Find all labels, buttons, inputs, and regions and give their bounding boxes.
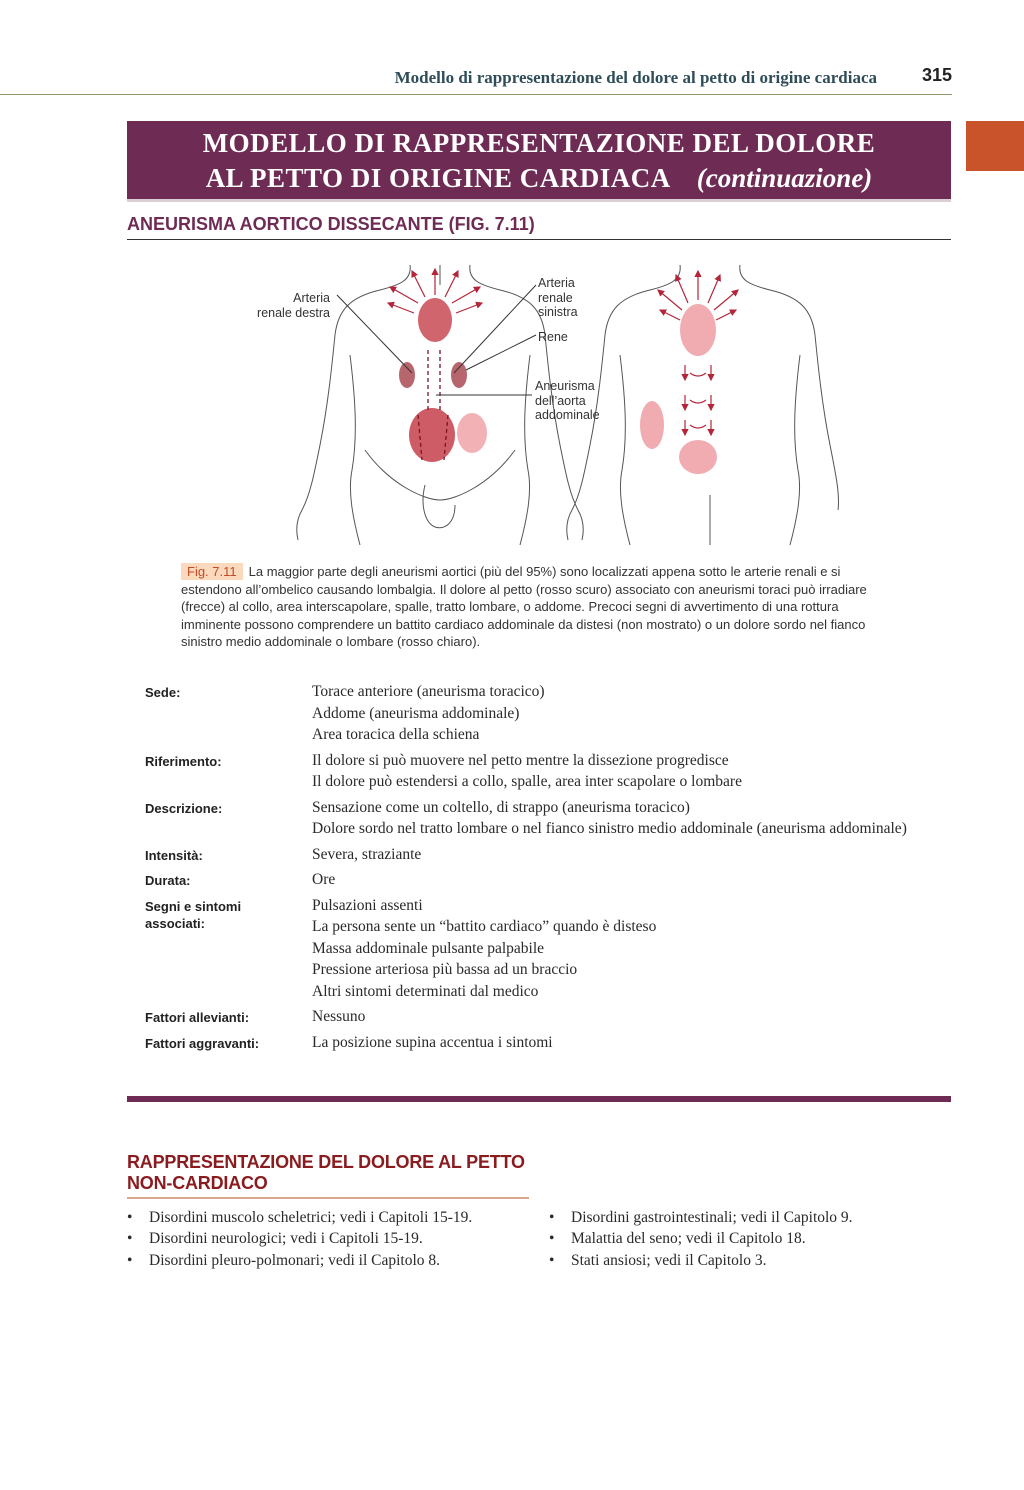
- section-end-rule: [127, 1096, 951, 1102]
- section-heading: ANEURISMA AORTICO DISSECANTE (FIG. 7.11): [127, 214, 951, 240]
- label-left-renal-artery: Arteria renale sinistra: [538, 276, 578, 319]
- attribute-key: Fattori aggravanti:: [145, 1035, 260, 1051]
- attribute-value: Altri sintomi determinati dal medico: [312, 982, 539, 1000]
- right-kidney: [399, 362, 415, 388]
- attribute-row: [145, 750, 945, 793]
- list-item: • Disordini muscolo scheletrici; vedi i Capitoli 15-19.: [127, 1207, 527, 1228]
- page-number: 315: [921, 65, 952, 85]
- attribute-value: Massa addominale pulsante palpabile: [312, 939, 545, 957]
- noncardiac-heading-line1: RAPPRESENTAZIONE DEL DOLORE AL PETTO: [127, 1152, 525, 1172]
- attribute-value: Area toracica della schiena: [312, 726, 480, 743]
- attribute-value: Ore: [312, 871, 336, 888]
- attribute-value: La persona sente un “battito cardiaco” quando è disteso: [312, 918, 657, 935]
- attribute-values: [312, 681, 945, 746]
- banner-title-line1: MODELLO DI RAPPRESENTAZIONE DEL DOLORE: [202, 128, 876, 158]
- attribute-values: [312, 869, 945, 891]
- attribute-row: [145, 844, 945, 866]
- banner-title-line2-text: AL PETTO DI ORIGINE CARDIACA: [205, 163, 671, 193]
- attribute-value: Pressione arteriosa più bassa ad un braccio: [312, 961, 578, 978]
- attribute-key: Intensità:: [145, 847, 203, 863]
- attribute-row: [145, 895, 945, 1003]
- banner-title-line2: [127, 161, 951, 196]
- attribute-row: [145, 1032, 945, 1054]
- attribute-key: Descrizione:: [145, 800, 223, 816]
- label-kidney: Rene: [538, 330, 568, 344]
- noncardiac-heading-line2: NON-CARDIACO: [127, 1173, 268, 1193]
- running-header: [0, 62, 952, 95]
- thoracic-pain-area: [418, 298, 452, 342]
- back-flank-pain-area: [640, 401, 664, 449]
- list-item: • Disordini pleuro-polmonari; vedi il Capitolo 8.: [127, 1250, 527, 1271]
- attribute-values: [312, 797, 945, 840]
- symptom-attributes: [145, 681, 945, 1057]
- attribute-value: Sensazione come un coltello, di strappo (aneurisma toracico): [312, 798, 690, 816]
- left-kidney: [451, 362, 467, 388]
- running-title: Modello di rappresentazione del dolore al petto di origine cardiaca: [394, 68, 877, 87]
- attribute-values: [312, 1006, 945, 1028]
- noncardiac-heading: [127, 1152, 529, 1199]
- attribute-key: Durata:: [145, 873, 191, 888]
- label-right-renal-artery: Arteria renale destra: [257, 291, 330, 320]
- attribute-row: [145, 797, 945, 840]
- attribute-row: [145, 1006, 945, 1028]
- attribute-value: Addome (aneurisma addominale): [312, 704, 520, 722]
- attribute-key: Segni e sintomi associati:: [145, 898, 242, 931]
- noncardiac-list-left: [127, 1207, 527, 1271]
- attribute-value: Il dolore può estendersi a collo, spalle, area inter scapolare o lombare: [312, 773, 742, 790]
- attribute-key: Riferimento:: [145, 753, 222, 769]
- attribute-value: Torace anteriore (aneurisma toracico): [312, 683, 545, 700]
- banner-continuation: (continuazione): [696, 163, 873, 193]
- caption-tag: Fig. 7.11: [181, 563, 243, 580]
- anatomical-figure: [240, 255, 840, 555]
- attribute-row: [145, 869, 945, 891]
- figure-caption: [181, 563, 871, 651]
- attribute-value: Severa, straziante: [312, 845, 422, 863]
- list-item: • Stati ansiosi; vedi il Capitolo 3.: [549, 1250, 949, 1271]
- title-banner: [127, 121, 951, 202]
- noncardiac-list-right: [549, 1207, 949, 1271]
- attribute-value: Nessuno: [312, 1008, 366, 1025]
- attribute-row: [145, 681, 945, 746]
- attribute-values: [312, 844, 945, 866]
- attribute-values: [312, 1032, 945, 1054]
- attribute-values: [312, 895, 945, 1003]
- attribute-value: Pulsazioni assenti: [312, 896, 423, 914]
- list-item: • Disordini gastrointestinali; vedi il Capitolo 9.: [549, 1207, 949, 1228]
- attribute-values: [312, 750, 945, 793]
- attribute-value: Dolore sordo nel tratto lombare o nel fianco sinistro medio addominale (aneurisma addominale): [312, 820, 907, 837]
- attribute-key: Fattori allevianti:: [145, 1010, 250, 1025]
- attribute-value: La posizione supina accentua i sintomi: [312, 1033, 553, 1051]
- lumbar-pain-area: [679, 440, 717, 474]
- caption-text: La maggior parte degli aneurismi aortici (più del 95%) sono localizzati appena sotto le arterie renali e si estendono all’ombelico causando lombalgia. Il dolore al petto (rosso scuro) associato con aneurismi toraci può irradiare (frecce) al collo, area interscapolare, spalle, tratto lombare, o addome. Precoci segni di avvertimento di una rottura imminente possono comprendere un battito cardiaco addominale da distesi (non mostrato) o un dolore sordo nel fianco sinistro medio addominale o lombare (rosso chiaro).: [181, 564, 867, 650]
- label-aneurysm: Aneurisma dell’aorta addominale: [535, 379, 600, 422]
- flank-pain-area: [457, 413, 487, 453]
- interscapular-pain-area: [680, 304, 716, 356]
- list-item: • Malattia del seno; vedi il Capitolo 18.: [549, 1228, 949, 1249]
- attribute-value: Il dolore si può muovere nel petto mentre la dissezione progredisce: [312, 751, 729, 769]
- chapter-tab: [966, 121, 1024, 171]
- list-item: • Disordini neurologici; vedi i Capitoli 15-19.: [127, 1228, 527, 1249]
- attribute-key: Sede:: [145, 685, 181, 700]
